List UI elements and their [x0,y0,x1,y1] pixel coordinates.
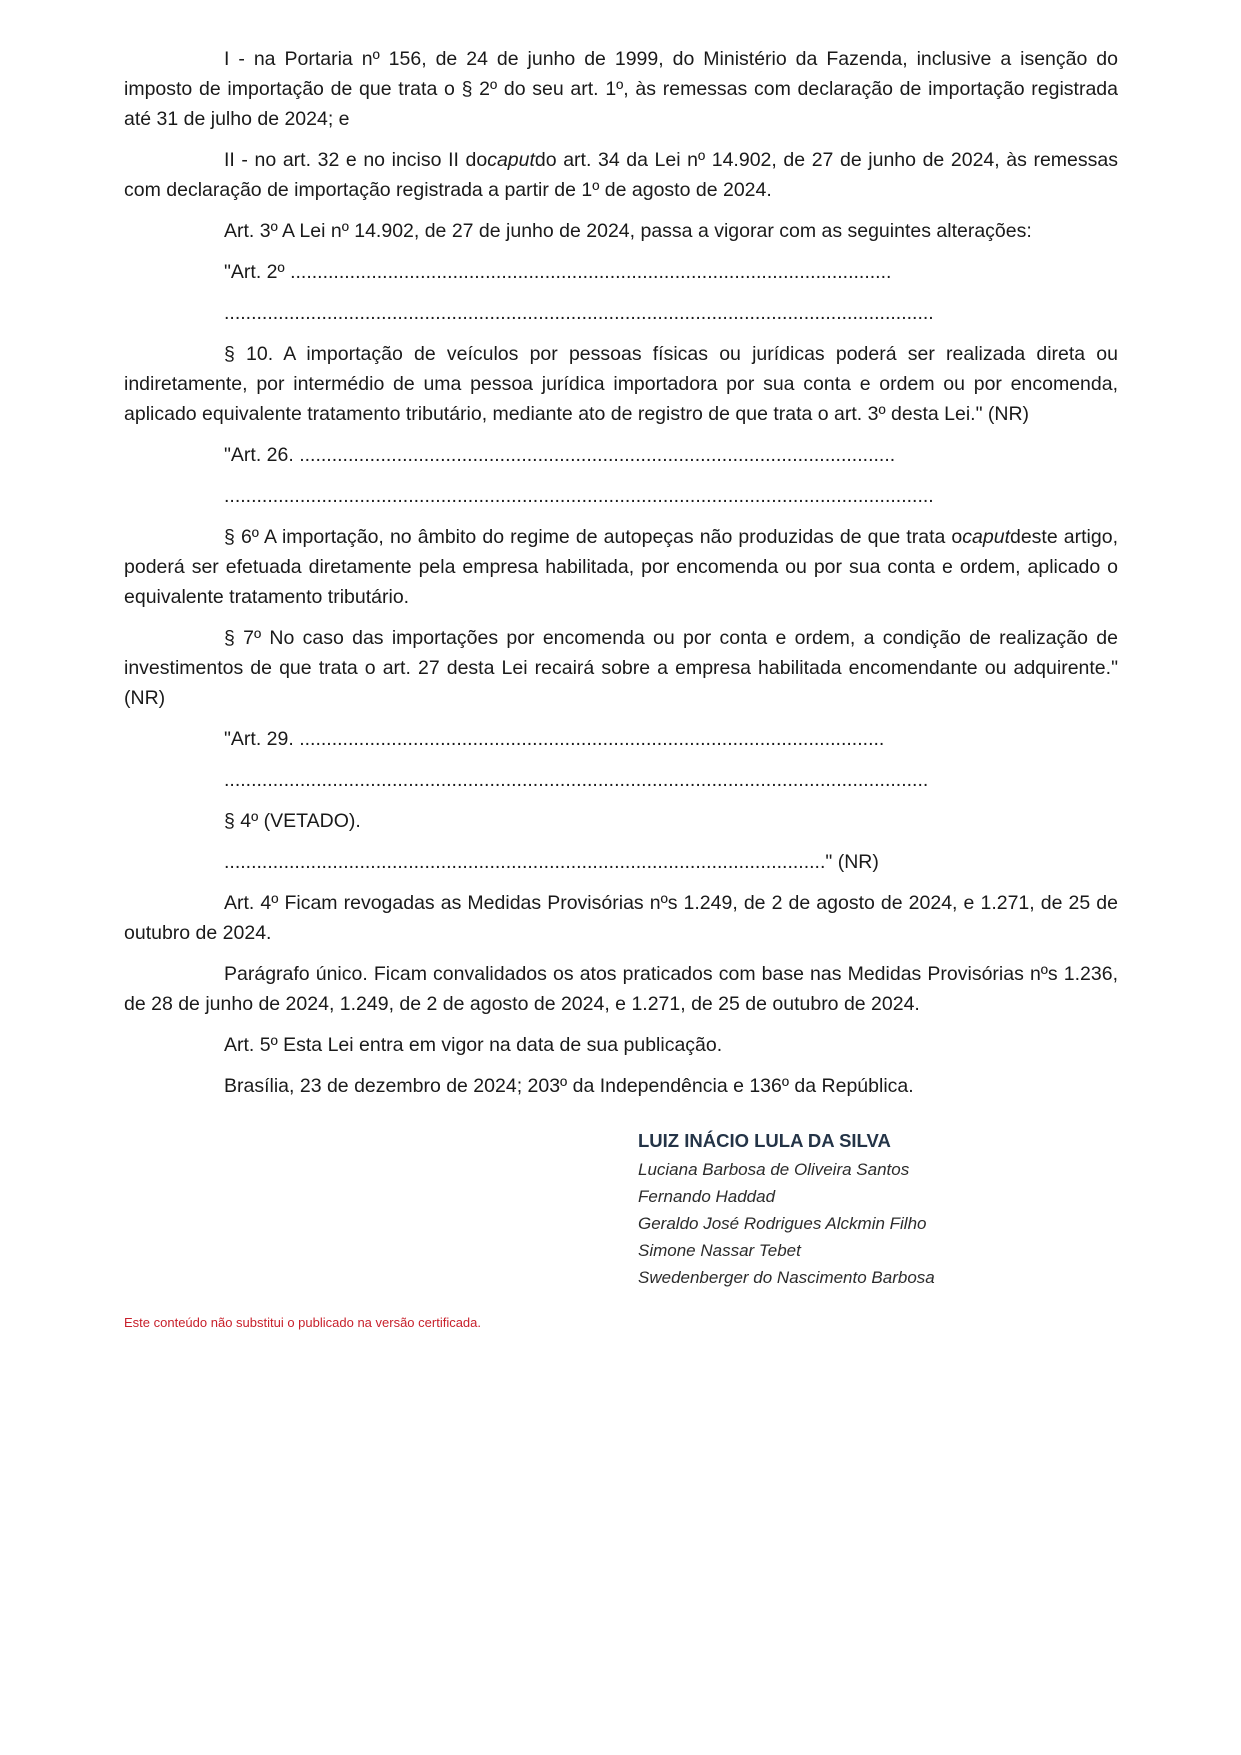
art-26-label: "Art. 26. [224,444,300,466]
art-29-lead [124,724,1118,754]
minister-signature: Simone Nassar Tebet [638,1241,801,1260]
paragraph-art-3: Art. 3º A Lei nº 14.902, de 27 de junho de 2024, passa a vigorar com as seguintes alterações: [224,220,1032,242]
art-29-dots: ............................................................................................................ [299,728,885,750]
document-page [124,44,1118,1330]
par-6-caput: caput [962,526,1010,548]
paragraph-par-10: § 10. A importação de veículos por pessoas físicas ou jurídicas poderá ser realizada direta ou indiretamente, por intermédio de uma pessoa jurídica importadora por sua conta e ordem ou por encomenda, aplicado equivalente tratamento tributário, mediante ato de registro de que trata o art. 3º desta Lei." (NR) [124,343,1118,425]
inciso-ii-text-b: do art. 34 da Lei nº 14.902, de 27 de junho de 2024, às remessas com declaração de importação registrada a partir de 1º de agosto de 2024. [124,149,1118,201]
paragraph-unico: Parágrafo único. Ficam convalidados os atos praticados com base nas Medidas Provisórias nºs 1.236, de 28 de junho de 2024, 1.249, de 2 de agosto de 2024, e 1.271, de 25 de outubro de 2024. [124,963,1118,1015]
dotted-line-3: .................................................................................................................................. [224,769,929,791]
paragraph-par-6 [124,522,1118,612]
dotted-line-2: ................................................................................................................................... [224,485,934,507]
inciso-ii-text-a: II - no art. 32 e no inciso II do [224,149,488,171]
par-6-text-a: § 6º A importação, no âmbito do regime de autopeças não produzidas de que trata o [224,526,963,548]
art-2-label: "Art. 2º [224,261,291,283]
dotted-line-4-nr: ..............................................................................................................." (NR) [224,851,879,873]
art-26-dots: .............................................................................................................. [299,444,896,466]
minister-signature: Luciana Barbosa de Oliveira Santos [638,1160,910,1179]
art-2-dots: ............................................................................................................... [290,261,892,283]
art-26-lead [124,440,1118,470]
paragraph-inciso-i: I - na Portaria nº 156, de 24 de junho de 1999, do Ministério da Fazenda, inclusive a isenção do imposto de importação de que trata o § 2º do seu art. 1º, às remessas com declaração de importação registrada até 31 de julho de 2024; e [124,48,1118,130]
paragraph-inciso-ii [124,145,1118,205]
inciso-ii-caput: caput [487,149,535,171]
paragraph-art-5: Art. 5º Esta Lei entra em vigor na data de sua publicação. [224,1034,723,1056]
minister-signature: Fernando Haddad [638,1187,776,1206]
paragraph-art-4: Art. 4º Ficam revogadas as Medidas Provisórias nºs 1.249, de 2 de agosto de 2024, e 1.271, de 25 de outubro de 2024. [124,892,1118,944]
art-29-label: "Art. 29. [224,728,300,750]
signature-block [638,1127,1118,1291]
minister-signature: Geraldo José Rodrigues Alckmin Filho [638,1214,927,1233]
certification-disclaimer: Este conteúdo não substitui o publicado na versão certificada. [124,1315,482,1330]
minister-signature: Swedenberger do Nascimento Barbosa [638,1268,935,1287]
par-6-text-b: deste artigo, poderá ser efetuada diretamente pela empresa habilitada, por encomenda ou por sua conta e ordem, aplicado o equivalente tratamento tributário. [124,526,1118,608]
paragraph-par-7: § 7º No caso das importações por encomenda ou por conta e ordem, a condição de realização de investimentos de que trata o art. 27 desta Lei recairá sobre a empresa habilitada encomendante ou adquirente." (NR) [124,627,1118,709]
president-signature: LUIZ INÁCIO LULA DA SILVA [638,1130,891,1151]
place-and-date: Brasília, 23 de dezembro de 2024; 203º da Independência e 136º da República. [224,1075,914,1097]
dotted-line-1: ................................................................................................................................... [224,302,934,324]
art-2-lead [124,257,1118,287]
paragraph-par-4-vetado: § 4º (VETADO). [224,810,361,832]
